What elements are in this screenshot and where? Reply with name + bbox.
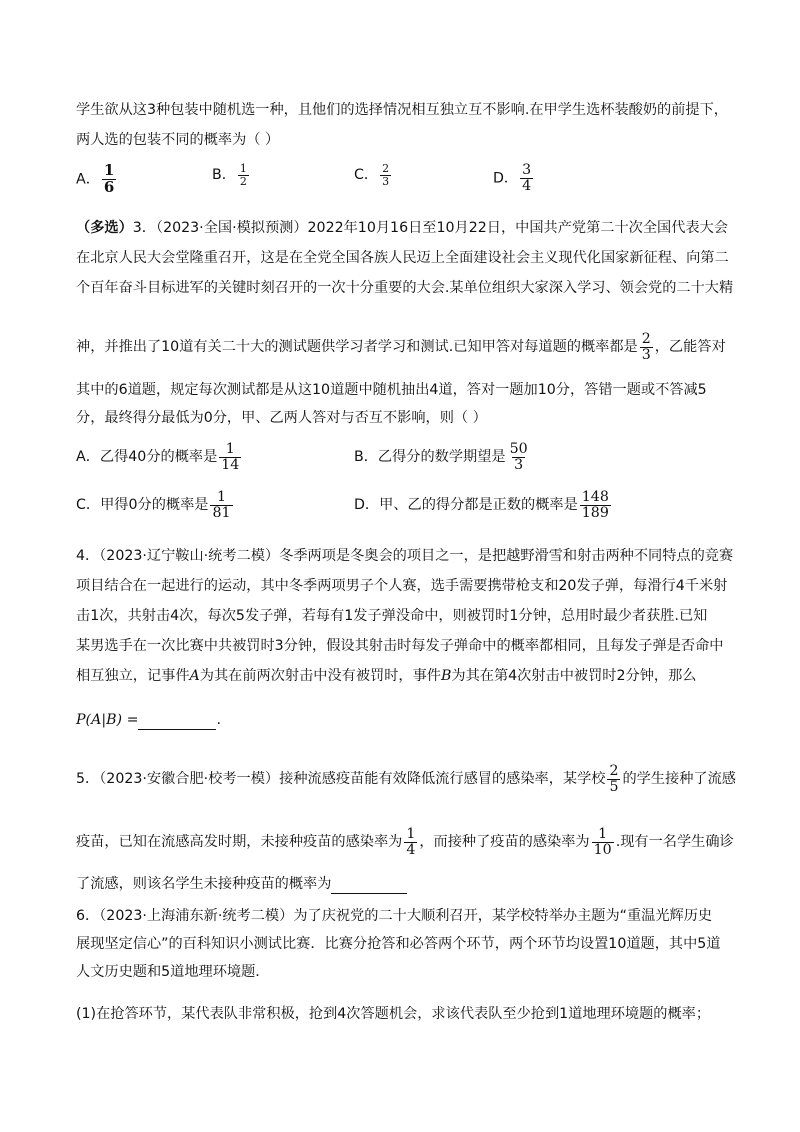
q3-text-line1: （多选）3．（2023·全国·模拟预测）2022年10月16日至10月22日，中国共产党第二十次全国代表大会 bbox=[76, 220, 728, 236]
q3-text-line3: 个百年奋斗目标进军的关键时刻召开的一次十分重要的大会.某单位组织大家深入学习、领会党的二十大精 bbox=[76, 280, 734, 296]
q3-multi-select-tag: （多选） bbox=[76, 220, 133, 236]
q4-event-a: A bbox=[189, 668, 200, 684]
q6-text-line2: 展现坚定信心”的百科知识小测试比赛．比赛分抢答和必答两个环节，两个环节均设置10道题，其中5道 bbox=[76, 936, 721, 952]
q4-event-b: B bbox=[440, 668, 452, 684]
q3-option-a-fraction: $\frac{1}{14}$ bbox=[221, 440, 240, 473]
q3-number: 3． bbox=[132, 220, 156, 236]
q5-source: （2023·安徽合肥·校考一模） bbox=[99, 771, 280, 787]
q3-option-a[interactable]: A．乙得40分的概率是 $\frac{1}{14}$ bbox=[76, 440, 240, 473]
q3-option-b[interactable]: B．乙得分的数学期望是 $\frac{50}{3}$ bbox=[354, 440, 528, 473]
q4-text-line4: 某男选手在一次比赛中共被罚时3分钟，假设其射击时每发子弹命中的概率都相同，且每发子弹是否命中 bbox=[76, 638, 724, 654]
q5-fraction-two-fifths: $\frac{2}{5}$ bbox=[609, 762, 619, 795]
q3-text-line4: 神，并推出了10道有关二十大的测试题供学习者学习和测试.已知甲答对每道题的概率都是 $\frac{2}{3}$ ，乙能答对 bbox=[76, 330, 726, 363]
q4-source: （2023·辽宁鞍山·统考二模） bbox=[99, 548, 280, 564]
q4-probability-formula: P(A|B) = bbox=[76, 712, 139, 728]
q6-number: 6． bbox=[76, 908, 100, 924]
q4-text-line5: 相互独立，记事件A为其在前两次射击中没有被罚时，事件B为其在第4次射击中被罚时2分钟，那么 bbox=[76, 668, 697, 684]
q4-text-line3: 击1次，共射击4次，每次5发子弹，若每有1发子弹没命中，则被罚时1分钟，总用时最少者获胜.已知 bbox=[76, 608, 708, 624]
q5-fraction-one-quarter: $\frac{1}{4}$ bbox=[406, 825, 416, 858]
q3-option-c-fraction: $\frac{1}{81}$ bbox=[212, 488, 231, 521]
q4-text-line2: 项目结合在一起进行的运动，其中冬季两项男子个人赛，选手需要携带枪支和20发子弹，每滑行4千米射 bbox=[76, 578, 728, 594]
q2-text-line1: 学生欲从这3种包装中随机选一种，且他们的选择情况相互独立互不影响.在甲学生选杯装酸奶的前提下， bbox=[76, 102, 728, 118]
q5-fraction-one-tenth: $\frac{1}{10}$ bbox=[593, 825, 612, 858]
q3-text-line2: 在北京人民大会堂隆重召开，这是在全党全国各族人民迈上全面建设社会主义现代化国家新征程、向第二 bbox=[76, 250, 729, 266]
q5-text-line2: 疫苗，已知在流感高发时期，未接种疫苗的感染率为 $\frac{1}{4}$ ，而接种了疫苗的感染率为 $\frac{1}{10}$ .现有一名学生确诊 bbox=[76, 825, 734, 858]
q3-option-d[interactable]: D．甲、乙的得分都是正数的概率是 $\frac{148}{189}$ bbox=[354, 488, 609, 521]
q6-subquestion-1: (1)在抢答环节，某代表队非常积极，抢到4次答题机会，求该代表队至少抢到1道地理环境题的概率； bbox=[76, 1006, 711, 1022]
q6-text-line3: 人文历史题和5道地理环境题. bbox=[76, 964, 260, 980]
q3-option-b-fraction: $\frac{50}{3}$ bbox=[509, 440, 528, 473]
q4-answer-blank[interactable] bbox=[138, 713, 216, 730]
q2-option-c[interactable]: C． $\frac{2}{3}$ bbox=[354, 162, 390, 188]
q5-text-line3: 了流感，则该名学生未接种疫苗的概率为 bbox=[76, 874, 407, 894]
q2-option-d[interactable]: D． $\frac{3}{4}$ bbox=[493, 162, 532, 194]
q5-text-line1: 5．（2023·安徽合肥·校考一模）接种流感疫苗能有效降低流行感冒的感染率，某学校 $\frac{2}{5}$ 的学生接种了流感 bbox=[76, 762, 736, 795]
q2-option-b-fraction: $\frac{1}{2}$ bbox=[239, 162, 247, 188]
q5-number: 5． bbox=[76, 771, 100, 787]
q4-text-line1: 4．（2023·辽宁鞍山·统考二模）冬季两项是冬奥会的项目之一，是把越野滑雪和射击两种不同特点的竞赛 bbox=[76, 548, 734, 564]
q2-option-d-fraction: $\frac{3}{4}$ bbox=[522, 162, 532, 194]
q2-option-c-fraction: $\frac{2}{3}$ bbox=[382, 162, 390, 188]
q3-option-c[interactable]: C．甲得0分的概率是 $\frac{1}{81}$ bbox=[76, 488, 231, 521]
q3-fraction-two-thirds: $\frac{2}{3}$ bbox=[641, 330, 651, 363]
q2-option-a[interactable]: A． $\frac{1}{6}$ bbox=[76, 161, 115, 196]
q6-source: （2023·上海浦东新·统考二模） bbox=[99, 908, 294, 924]
q3-source: （2023·全国·模拟预测） bbox=[155, 220, 308, 236]
q4-number: 4． bbox=[76, 548, 100, 564]
q6-text-line1: 6．（2023·上海浦东新·统考二模）为了庆祝党的二十大顺利召开，某学校特举办主题为“重温光辉历史 bbox=[76, 908, 713, 924]
q3-text-line5: 其中的6道题，规定每次测试都是从这10道题中随机抽出4道，答对一题加10分，答错一题或不答减5 bbox=[76, 382, 707, 398]
q4-formula-line: P(A|B) = . bbox=[76, 712, 221, 728]
q2-option-a-fraction: $\frac{1}{6}$ bbox=[103, 161, 115, 196]
q3-text-line6: 分，最终得分最低为0分，甲、乙两人答对与否互不影响，则（ ） bbox=[76, 410, 487, 426]
q3-option-d-fraction: $\frac{148}{189}$ bbox=[581, 488, 609, 521]
q2-text-line2: 两人选的包装不同的概率为（ ） bbox=[76, 132, 280, 148]
q5-answer-blank[interactable] bbox=[331, 877, 407, 894]
q2-option-b[interactable]: B． $\frac{1}{2}$ bbox=[212, 162, 247, 188]
